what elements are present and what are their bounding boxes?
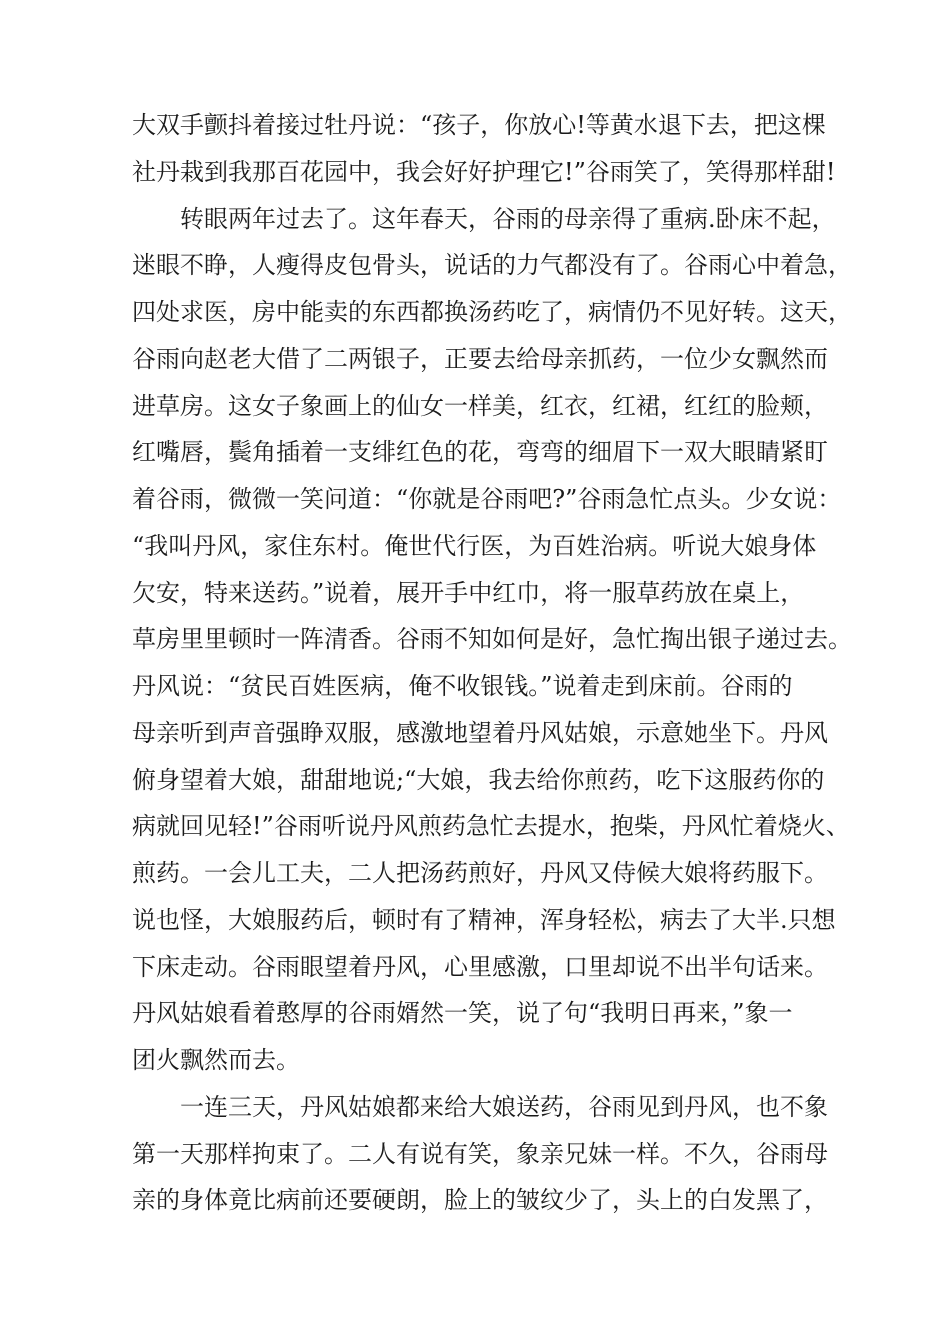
text-line: 第一天那样拘束了。二人有说有笑，象亲兄妹一样。不久，谷雨母	[132, 1140, 828, 1168]
text-line: 草房里里顿时一阵清香。谷雨不知如何是好，急忙掏出银子递过去。	[132, 625, 852, 653]
text-line: 着谷雨，微微一笑问道：“你就是谷雨吧?”谷雨急忙点头。少女说：	[132, 485, 842, 513]
text-line: 一连三天，丹风姑娘都来给大娘送药，谷雨见到丹风，也不象	[180, 1093, 828, 1121]
text-line: 团火飘然而去。	[132, 1046, 300, 1074]
text-line: 四处求医，房中能卖的东西都换汤药吃了，病情仍不见好转。这天，	[132, 298, 852, 326]
text-line: 说也怪，大娘服药后，顿时有了精神，浑身轻松，病去了大半.只想	[132, 906, 836, 934]
text-line: 亲的身体竟比病前还要硬朗，脸上的皱纹少了，头上的白发黑了，	[132, 1186, 828, 1214]
text-line: 母亲听到声音强睁双服，感激地望着丹风姑娘，示意她坐下。丹风	[132, 719, 828, 747]
text-line: 谷雨向赵老大借了二两银子，正要去给母亲抓药，一位少女飘然而	[132, 345, 828, 373]
text-line: 煎药。一会儿工夫，二人把汤药煎好，丹风又侍候大娘将药服下。	[132, 859, 828, 887]
text-line: 下床走动。谷雨眼望着丹风，心里感激，口里却说不出半句话来。	[132, 953, 828, 981]
text-line: 迷眼不睁，人瘦得皮包骨头，说话的力气都没有了。谷雨心中着急，	[132, 251, 852, 279]
text-line: 进草房。这女子象画上的仙女一样美，红衣，红裙，红红的脸颊，	[132, 392, 828, 420]
text-line: 俯身望着大娘，甜甜地说;“大娘，我去给你煎药，吃下这服药你的	[132, 766, 825, 794]
text-line: 大双手颤抖着接过牡丹说：“孩子，你放心!等黄水退下去，把这棵	[132, 111, 826, 139]
text-line: 丹风姑娘看着憨厚的谷雨婿然一笑，说了句“我明日再来，”象一	[132, 999, 793, 1027]
text-line: 社丹栽到我那百花园中，我会好好护理它!”谷雨笑了，笑得那样甜!	[132, 158, 836, 186]
text-line: “我叫丹风，家住东村。俺世代行医，为百姓治病。听说大娘身体	[132, 532, 817, 560]
text-line: 病就回见轻!”谷雨听说丹风煎药急忙去提水，抱柴，丹风忙着烧火、	[132, 812, 850, 840]
text-line: 红嘴唇，鬓角插着一支绯红色的花，弯弯的细眉下一双大眼睛紧盯	[132, 438, 828, 466]
text-line: 丹风说：“贫民百姓医病，俺不收银钱。”说着走到床前。谷雨的	[132, 672, 793, 700]
text-line: 转眼两年过去了。这年春天，谷雨的母亲得了重病.卧床不起，	[180, 205, 836, 233]
text-line: 欠安，特来送药。”说着，展开手中红巾，将一服草药放在桌上，	[132, 579, 805, 607]
